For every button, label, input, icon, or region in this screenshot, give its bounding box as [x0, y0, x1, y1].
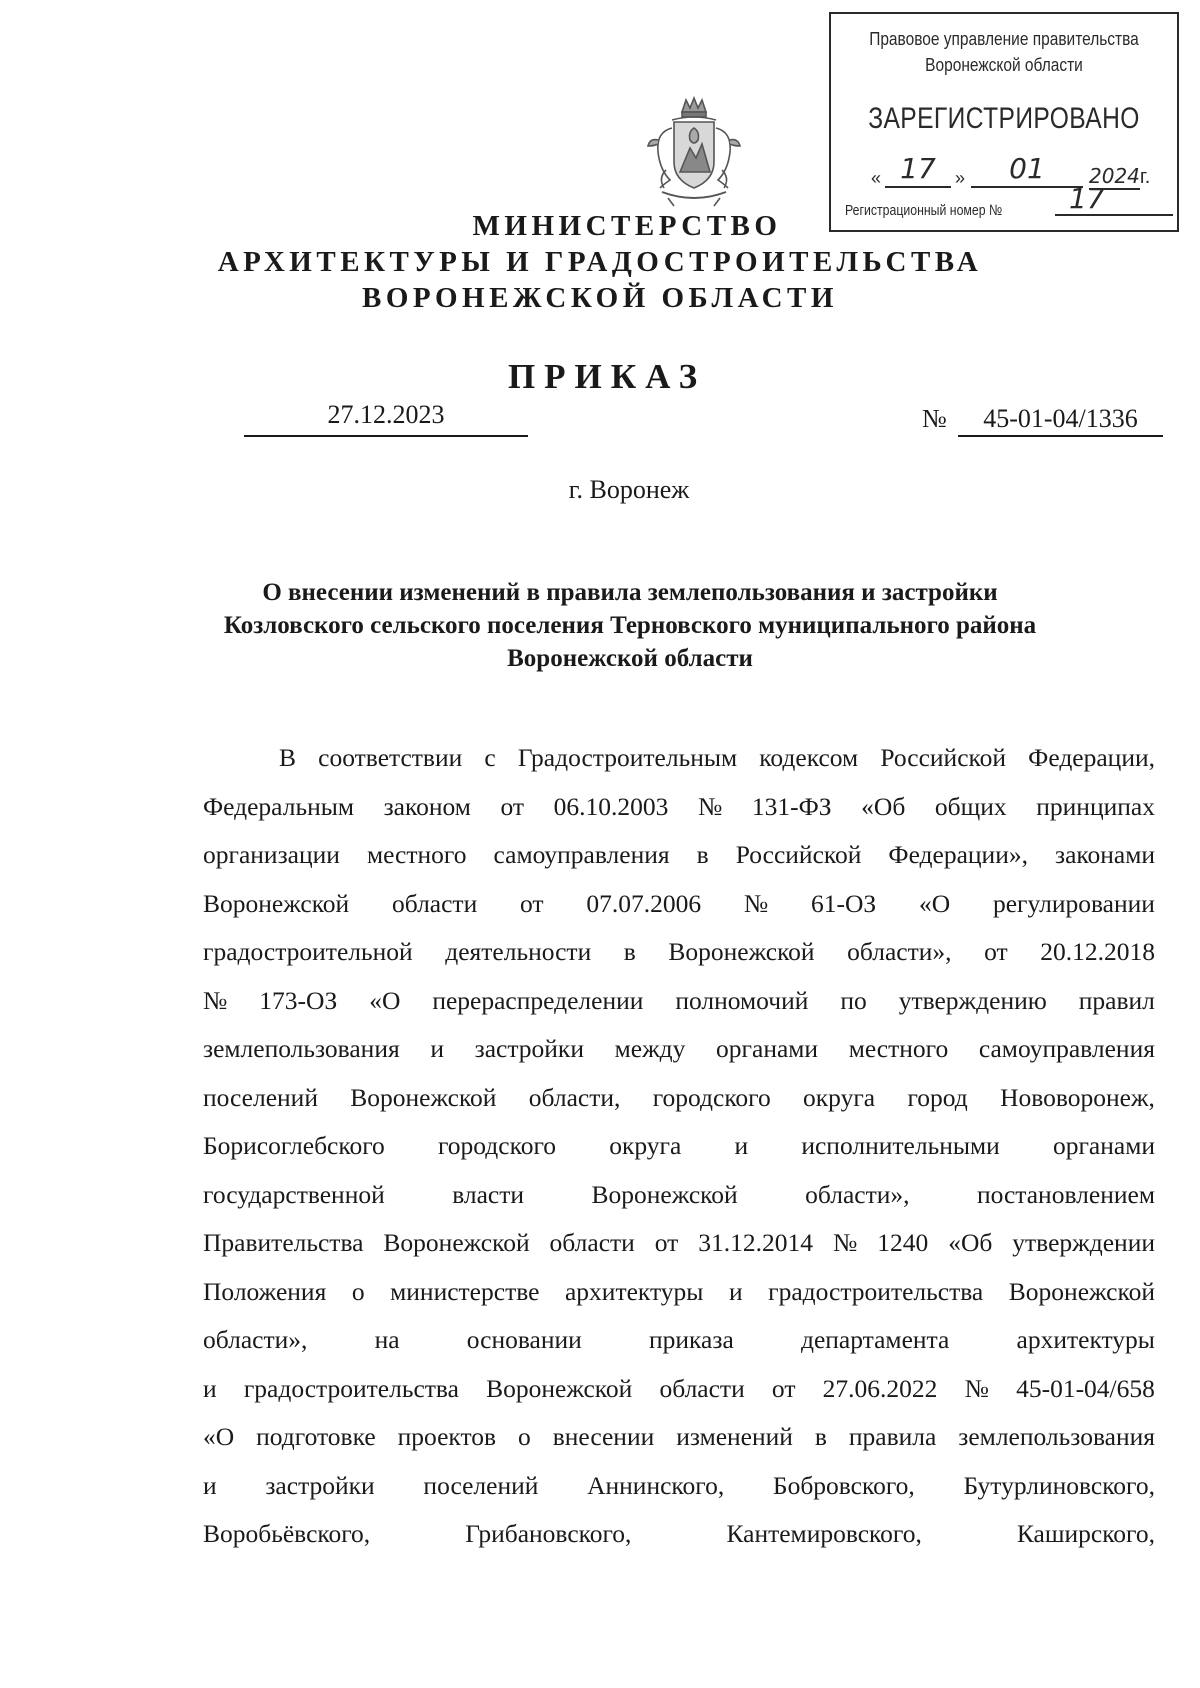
body-word: перераспределении	[432, 985, 644, 1015]
body-word: №	[964, 1373, 989, 1403]
body-line	[203, 1316, 1155, 1365]
body-word: Федеральным	[203, 791, 354, 821]
ministry-line-3: ВОРОНЕЖСКОЙ ОБЛАСТИ	[362, 282, 838, 314]
body-line	[203, 1462, 1155, 1511]
body-line	[203, 1510, 1155, 1559]
body-word: Борисоглебского	[203, 1131, 385, 1160]
body-word: 45-01-04/658	[1016, 1373, 1155, 1403]
body-word: «Об	[861, 791, 906, 821]
body-word: 06.10.2003	[553, 791, 669, 821]
order-number-sign: №	[922, 404, 947, 433]
body-word: и	[734, 1131, 749, 1160]
body-word: Воронежской	[350, 1082, 497, 1112]
body-word: №	[203, 985, 228, 1015]
body-word: органами	[716, 1034, 819, 1063]
order-city: г. Воронеж	[568, 475, 690, 504]
body-word: области»,	[805, 1179, 910, 1209]
body-word: области,	[528, 1082, 621, 1112]
body-line	[203, 1365, 1155, 1414]
body-word: №	[697, 791, 723, 821]
stamp-year-value: 2024	[1089, 164, 1140, 188]
stamp-month: 01	[971, 152, 1083, 188]
body-word: 07.07.2006	[586, 888, 702, 918]
body-word: Воробьёвского,	[203, 1519, 371, 1548]
coat-of-arms-icon	[634, 92, 754, 212]
stamp-reg-number: 17	[1055, 182, 1173, 216]
body-word: городского	[652, 1082, 771, 1112]
body-word: городского	[437, 1131, 557, 1160]
body-word: застройки	[474, 1034, 584, 1063]
body-word: постановлением	[976, 1179, 1155, 1209]
body-word: Воронежской	[203, 888, 350, 918]
body-line	[203, 1074, 1155, 1123]
body-word: застройки	[265, 1470, 375, 1500]
body-word: области	[659, 1373, 745, 1403]
body-word: Кантемировского,	[726, 1519, 922, 1548]
body-line	[203, 1219, 1155, 1268]
body-word: в	[623, 937, 636, 966]
stamp-organization	[855, 26, 1153, 78]
body-word: 61-ОЗ	[811, 888, 877, 918]
order-subject	[180, 576, 1080, 675]
body-word: 27.06.2022	[822, 1373, 938, 1403]
body-word: утверждению	[898, 985, 1047, 1015]
body-word: и	[203, 1470, 217, 1500]
ministry-heading	[0, 208, 1200, 316]
subject-line-3: Воронежской области	[507, 645, 753, 672]
order-date: 27.12.2023	[244, 400, 528, 437]
body-word: Бутурлиновского,	[963, 1470, 1155, 1500]
order-number: 45-01-04/1336	[958, 400, 1163, 437]
stamp-org-line-2: Воронежской области	[925, 55, 1083, 75]
body-word: Воронежской	[668, 937, 815, 966]
body-word: между	[614, 1034, 686, 1063]
body-line	[203, 831, 1155, 880]
stamp-org-line-1: Правовое управление правительства	[869, 29, 1139, 49]
subject-line-2: Козловского сельского поселения Терновского муниципального района	[223, 612, 1037, 639]
body-word: Бобровского,	[772, 1470, 915, 1500]
body-word: полномочий	[675, 985, 809, 1015]
body-line	[203, 1171, 1155, 1220]
body-word: общих	[934, 791, 1007, 821]
stamp-day: 17	[885, 152, 951, 188]
body-word: и	[430, 1034, 444, 1063]
body-word: от	[771, 1373, 796, 1403]
ministry-line-1: МИНИСТЕРСТВО	[472, 210, 782, 242]
body-word: поселений	[423, 1470, 539, 1500]
body-word: округа	[609, 1131, 682, 1160]
body-word: правил	[1078, 985, 1155, 1015]
body-word: и	[203, 1373, 217, 1403]
stamp-title: ЗАРЕГИСТРИРОВАНО	[868, 102, 1140, 135]
body-word: местного	[848, 1034, 949, 1063]
body-line	[203, 1122, 1155, 1171]
stamp-quote-close: »	[955, 168, 966, 188]
body-word: градостроительной	[203, 937, 413, 966]
body-word: приказа	[649, 1325, 734, 1354]
body-line	[203, 783, 1155, 832]
body-word: области»,	[203, 1325, 308, 1354]
body-word: от	[984, 937, 1008, 966]
body-word: законом	[383, 791, 471, 821]
body-word: 173-ОЗ	[259, 985, 338, 1015]
body-word: округа	[803, 1082, 876, 1112]
body-word: государственной	[203, 1179, 385, 1209]
body-word: Нововоронеж,	[1000, 1082, 1155, 1112]
order-body-paragraph	[203, 734, 1155, 1559]
body-line	[203, 1025, 1155, 1074]
body-word: «О	[369, 985, 401, 1015]
body-line	[203, 1268, 1155, 1317]
body-word: градостроительства	[243, 1373, 459, 1403]
body-word: деятельности	[445, 937, 592, 966]
body-line-text: Правительства Воронежской области от 31.12.2014 № 1240 «Об утверждении	[203, 1228, 1155, 1257]
stamp-year-suffix: г.	[1139, 166, 1151, 188]
subject-line-1: О внесении изменений в правила землепользования и застройки	[262, 579, 998, 606]
body-line	[203, 734, 1155, 783]
body-line-text: Положения о министерстве архитектуры и градостроительства Воронежской	[203, 1276, 1155, 1306]
body-word: самоуправления	[978, 1034, 1155, 1063]
body-word: основании	[466, 1325, 582, 1354]
body-word: «О	[918, 888, 951, 918]
body-word: на	[374, 1325, 400, 1354]
body-word: Аннинского,	[587, 1470, 725, 1500]
body-word: Воронежской	[486, 1373, 633, 1403]
body-word: поселений	[203, 1082, 318, 1112]
body-word: от	[500, 791, 525, 821]
body-line	[203, 977, 1155, 1026]
body-word: Грибановского,	[465, 1519, 632, 1548]
stamp-quote-open: «	[871, 168, 882, 188]
registration-stamp	[829, 12, 1179, 232]
body-line	[203, 880, 1155, 929]
body-word: землепользования	[203, 1034, 400, 1063]
ministry-line-2: АРХИТЕКТУРЫ И ГРАДОСТРОИТЕЛЬСТВА	[217, 246, 983, 278]
body-line-text: организации местного самоуправления в Российской Федерации», законами	[203, 840, 1155, 869]
order-title: ПРИКАЗ	[507, 357, 707, 396]
body-line	[203, 928, 1155, 977]
body-line	[203, 1413, 1155, 1462]
body-word: №	[743, 888, 769, 918]
body-word: области»,	[847, 937, 952, 966]
stamp-reg-label: Регистрационный номер №	[845, 202, 1003, 219]
body-word: исполнительными	[801, 1131, 1000, 1160]
body-word: Воронежской	[591, 1179, 738, 1209]
body-word: город	[907, 1082, 968, 1112]
body-line-text: «О подготовке проектов о внесении изменений в правила землепользования	[203, 1422, 1155, 1451]
body-word: Каширского,	[1016, 1519, 1155, 1548]
body-word: департамента	[800, 1325, 950, 1354]
body-word: 131-ФЗ	[751, 791, 832, 821]
body-word: власти	[452, 1179, 525, 1209]
body-word: регулировании	[992, 888, 1155, 918]
body-word: области	[391, 888, 478, 918]
body-word: 20.12.2018	[1040, 937, 1155, 966]
body-word: по	[840, 985, 867, 1015]
body-word: принципах	[1036, 791, 1155, 821]
body-line-text: В соответствии с Градостроительным кодексом Российской Федерации,	[279, 743, 1155, 772]
body-word: от	[520, 888, 544, 918]
body-word: органами	[1052, 1131, 1155, 1160]
body-word: архитектуры	[1016, 1325, 1155, 1354]
